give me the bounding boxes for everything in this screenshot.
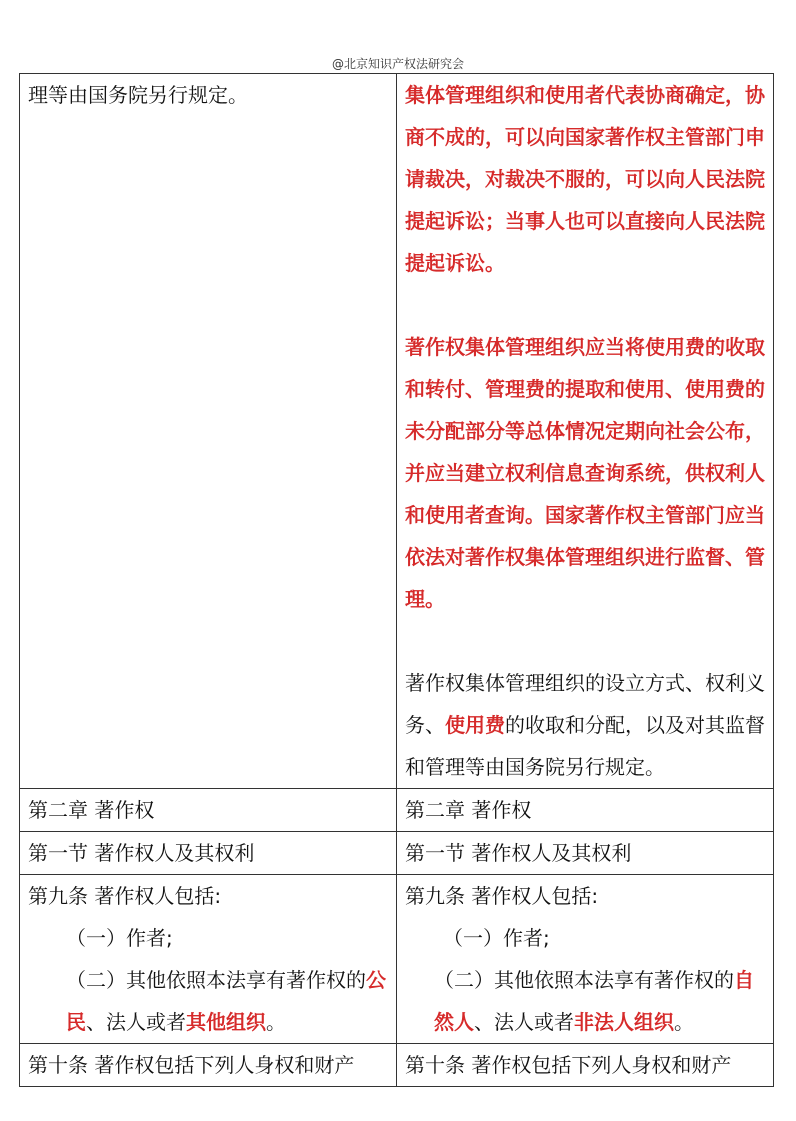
article-10-left: 第十条 著作权包括下列人身权和财产 [20,1044,397,1087]
list-item: （一）作者; [443,926,550,950]
chapter-heading-right: 第二章 著作权 [397,789,774,832]
text-segment: 、法人或者 [86,1010,186,1034]
left-cell [20,74,397,789]
left-text: 理等由国务院另行规定。 [28,83,248,107]
highlight-text: 非法人组织 [574,1010,674,1034]
right-red-paragraph-2: 著作权集体管理组织应当将使用费的收取和转付、管理费的提取和使用、使用费的未分配部分等总体情况定期向社会公布，并应当建立权利信息查询系统，供权利人和使用者查询。国家著作权主管部门应当依法对著作权集体管理组织进行监督、管理。 [405,335,765,611]
section-heading-left: 第一节 著作权人及其权利 [20,832,397,875]
text-segment: 。 [674,1010,694,1034]
table-row [20,789,774,832]
highlight-text: 其他组织 [186,1010,266,1034]
text-segment: 、法人或者 [474,1010,574,1034]
text-segment: （二）其他依照本法享有著作权的 [66,968,366,992]
table-row [20,74,774,789]
list-item [405,959,767,1043]
highlight-text: 自然人 [434,968,754,1034]
article-heading: 第九条 著作权人包括: [405,884,599,908]
table-row [20,832,774,875]
text-segment: 的收取和分配，以及对其监督和管理等由国务院另行规定。 [405,713,765,779]
text-segment: 著作权集体管理组织的设立方式、权利义务、 [405,671,765,737]
text-segment: （二）其他依照本法享有著作权的 [434,968,734,992]
list-item: （一）作者; [66,926,173,950]
highlight-text: 使用费 [445,713,505,737]
article-10-right: 第十条 著作权包括下列人身权和财产 [397,1044,774,1087]
watermark: @北京知识产权法研究会 [331,57,464,71]
right-cell [397,74,774,789]
right-red-paragraph-1: 集体管理组织和使用者代表协商确定，协商不成的，可以向国家著作权主管部门申请裁决，对裁决不服的，可以向人民法院提起诉讼；当事人也可以直接向人民法院提起诉讼。 [405,83,765,275]
text-segment: 。 [266,1010,286,1034]
table-row [20,1044,774,1087]
section-heading-right: 第一节 著作权人及其权利 [397,832,774,875]
table-row [20,875,774,1044]
article-heading: 第九条 著作权人包括: [28,884,222,908]
list-item [28,959,390,1043]
right-paragraph-3 [405,662,767,788]
chapter-heading-left: 第二章 著作权 [20,789,397,832]
highlight-text: 公民 [66,968,386,1034]
article-9-right [397,875,774,1044]
comparison-table [19,73,774,1087]
article-9-left [20,875,397,1044]
